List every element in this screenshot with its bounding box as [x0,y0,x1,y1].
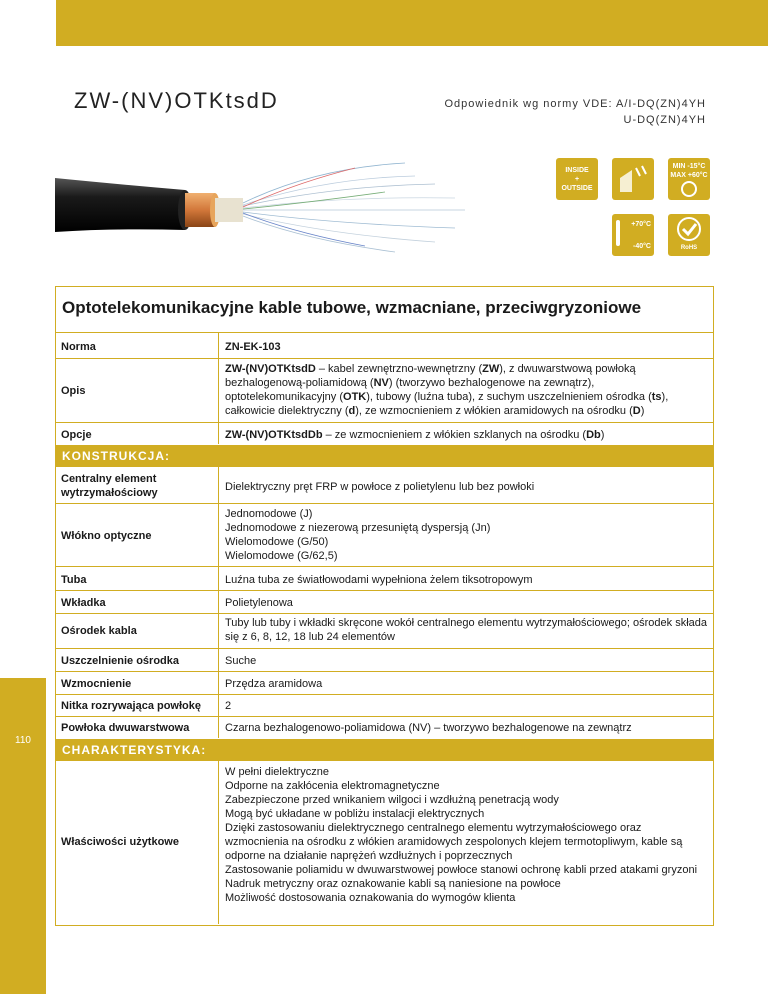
spec-title: Optotelekomunikacyjne kable tubowe, wzmacniane, przeciwgryzoniowe [62,298,642,317]
cable-illustration [55,148,475,258]
row-label: Opis [61,385,86,397]
row-value: Tuby lub tuby i wkładki skręcone wokół centralnego elementu wytrzymałościowego; ośrodek składa się z 6, 8, 12, 18 lub 24 elementów [225,617,707,643]
title-divider [55,332,714,333]
row-label: Wzmocnienie [61,678,132,690]
temperature-range-icon: +70°C -40°C [612,214,654,256]
cable-jacket [55,178,185,232]
row-value: Luźna tuba ze światłowodami wypełniona żelem tiksotropowym [225,574,533,586]
vde-equivalent [444,96,706,128]
row-value: Czarna bezhalogenowo-poliamidowa (NV) – tworzywo bezhalogenowe na zewnątrz [225,722,632,734]
row-value: ZN-EK-103 [225,341,281,353]
divider [55,613,714,614]
row-label: Opcje [61,429,92,441]
inside-outside-icon: INSIDE + OUTSIDE [556,158,598,200]
divider [55,671,714,672]
divider [55,590,714,591]
section-heading: KONSTRUKCJA: [62,449,170,463]
page-number: 110 [15,735,31,746]
row-label: Nitka rozrywająca powłokę [61,700,201,712]
core-tubes [215,198,243,222]
divider [55,694,714,695]
divider [55,503,714,504]
divider [55,566,714,567]
row-label: Tuba [61,574,87,586]
installation-icon [612,158,654,200]
column-divider [218,333,219,444]
column-divider [218,467,219,738]
divider [55,358,714,359]
row-label: Centralny element wytrzymałościowy [61,473,158,499]
construction-section-header [55,445,714,467]
divider [55,422,714,423]
column-divider [218,761,219,924]
row-label: Ośrodek kabla [61,625,137,637]
divider [55,648,714,649]
row-label: Uszczelnienie ośrodka [61,655,179,667]
top-accent-bar [56,0,768,46]
row-label: Powłoka dwuwarstwowa [61,722,190,734]
row-value: Przędza aramidowa [225,678,323,690]
row-value: ZW-(NV)OTKtsdDb – ze wzmocnieniem z włókien szklanych na ośrodku (Db) [225,429,605,441]
feature-icons [556,158,716,258]
row-value: Polietylenowa [225,597,293,609]
row-value: Dielektryczny pręt FRP w powłoce z polietylenu lub bez powłoki [225,481,535,493]
divider [55,716,714,717]
vde-norm-line-2: U-DQ(ZN)4YH [623,114,706,126]
section-heading: CHARAKTERYSTYKA: [62,743,207,757]
row-value: ZW-(NV)OTKtsdD – kabel zewnętrzno-wewnętrzny (ZW), z dwuwarstwową powłoką bezhalogenową-poliamidową (NV) (tworzywo bezhalogenowe na zewnątrz), optotelekomunikacyjny (OTK), tubowy (luźna tuba), z suchym uszczelnieniem ośrodka (ts), całkowicie dielektryczny (d), ze wzmocnieniem z włókien aramidowych na ośrodku (D) [225,363,669,417]
row-label: Włókno optyczne [61,530,152,542]
installation-temp-icon: MIN -15°C MAX +60°C [668,158,710,200]
fibers [243,163,465,252]
characteristics-section-header [55,739,714,761]
product-model-title: ZW-(NV)OTKtsdD [74,88,279,113]
row-label: Właściwości użytkowe [61,836,179,848]
row-label: Norma [61,341,96,353]
row-value: Jednomodowe (J) Jednomodowe z niezerową przesuniętą dyspersją (Jn) Wielomodowe (G/50) Wielomodowe (G/62,5) [225,508,491,562]
row-value: 2 [225,700,232,712]
rohs-icon: RoHS [668,214,710,256]
row-value: W pełni dielektryczne Odporne na zakłócenia elektromagnetyczne Zabezpieczone przed wnikaniem wilgoci i wzdłużną penetracją wody Mogą być układane w pobliżu instalacji elektrycznych Dzięki zastosowaniu dielektrycznego centralnego elementu wytrzymałościowego oraz wzmocnienia na ośrodku z włókien aramidowych zespolonych klejem termotopliwym, kable są odporne na działanie naprężeń wzdłużnych i poprzecznych Zastosowanie poliamidu w dwuwarstwowej powłoce stanowi ochronę kabli przed atakami gryzoni Nadruk metryczny oraz oznakowanie kabli są naniesione na powłoce Możliwość dostosowania oznakowania do wymogów klienta [225,766,698,904]
row-value: Suche [225,655,257,667]
page-side-tab [0,678,46,994]
row-label: Wkładka [61,597,106,609]
vde-norm-line-1: Odpowiednik wg normy VDE: A/I-DQ(ZN)4YH [444,98,706,110]
